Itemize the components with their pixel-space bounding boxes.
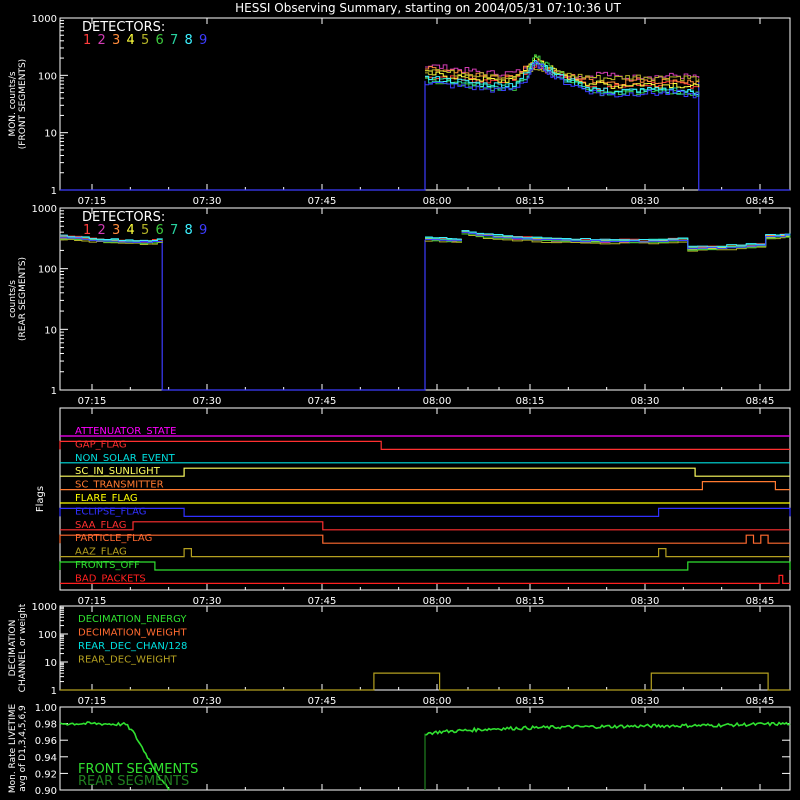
front-legend-item: 7 <box>170 33 179 48</box>
decimation-legend-item: DECIMATION_ENERGY <box>78 614 187 625</box>
livetime-ytick-label: 0.94 <box>34 752 57 764</box>
flag-label: FLARE_FLAG <box>75 493 138 504</box>
decimation-xtick-label: 07:45 <box>307 696 337 707</box>
rear-legend-item: 2 <box>97 223 106 238</box>
rear-xtick-label: 08:15 <box>515 396 545 407</box>
rear-legend-item: 9 <box>199 223 208 238</box>
decimation-ytick-label: 100 <box>37 630 57 641</box>
flag-label: SAA_FLAG <box>75 519 127 531</box>
front-ytick-label: 100 <box>37 71 57 83</box>
flag-label: GAP_FLAG <box>75 439 127 451</box>
livetime-ytick-label: 0.98 <box>34 719 57 731</box>
livetime-ytick-label: 0.92 <box>34 769 57 781</box>
front-xtick-label: 07:15 <box>77 196 107 207</box>
rear-legend-item: 5 <box>141 223 150 238</box>
livetime-ytick-label: 0.96 <box>34 736 57 748</box>
decimation-ytick-label: 1 <box>50 686 57 697</box>
front-xtick-label: 08:15 <box>515 196 545 207</box>
decimation-xtick-label: 07:30 <box>192 696 222 707</box>
rear-xtick-label: 08:45 <box>745 396 775 407</box>
decimation-ylabel-line: DECIMATION <box>8 619 18 677</box>
front-ylabel <box>8 59 28 149</box>
rear-xtick-label: 07:45 <box>307 396 337 407</box>
rear-xtick-label: 07:15 <box>77 396 107 407</box>
front-legend-item: 3 <box>112 33 121 48</box>
front-legend-item: 2 <box>97 33 106 48</box>
rear-legend-item: 3 <box>112 223 121 238</box>
front-legend-item: 8 <box>184 33 193 48</box>
decimation-xtick-label: 08:30 <box>630 696 660 707</box>
decimation-ytick-label: 10 <box>44 658 57 669</box>
livetime-ylabel-line: Mon. Rate LIVETIME <box>8 703 18 794</box>
flags-xtick-label: 07:15 <box>77 596 107 607</box>
flags-ylabel-text: Flags <box>35 485 46 513</box>
front-legend-item: 5 <box>141 33 150 48</box>
front-ytick-label: 10 <box>44 128 57 140</box>
front-legend-item: 6 <box>155 33 164 48</box>
flag-label: SC_TRANSMITTER <box>75 479 164 491</box>
decimation-ytick-label: 1000 <box>31 602 57 613</box>
livetime-ylabel-line: avg of D1,3,4,5,6,9 <box>18 705 28 792</box>
flag-label: AAZ_FLAG <box>75 546 127 558</box>
rear-ylabel-line: (REAR SEGMENTS) <box>18 256 28 342</box>
livetime-ytick-label: 0.90 <box>34 786 57 797</box>
flag-label: BAD_PACKETS <box>75 573 146 585</box>
flag-label: ECLIPSE_FLAG <box>75 506 147 518</box>
rear-xtick-label: 08:30 <box>630 396 660 407</box>
chart-title: HESSI Observing Summary, starting on 2004/05/31 07:10:36 UT <box>235 1 621 15</box>
rear-ytick-label: 10 <box>44 325 57 337</box>
front-legend-item: 4 <box>126 33 135 48</box>
front-ytick-label: 1000 <box>31 14 57 25</box>
flag-label: PARTICLE_FLAG <box>75 533 153 545</box>
flags-xtick-label: 08:30 <box>630 596 660 607</box>
decimation-xtick-label: 08:00 <box>422 696 452 707</box>
livetime-legend-item: REAR SEGMENTS <box>78 774 190 789</box>
flag-label: SC_IN_SUNLIGHT <box>75 466 160 478</box>
flags-ylabel <box>35 486 46 512</box>
rear-ytick-label: 1000 <box>31 204 57 215</box>
front-legend-title: DETECTORS: <box>82 20 166 35</box>
flags-xtick-label: 07:30 <box>192 596 222 607</box>
rear-ylabel-line: counts/s <box>8 280 18 318</box>
flag-label: FRONTS_OFF <box>75 560 140 571</box>
flag-label: NON_SOLAR_EVENT <box>75 452 175 464</box>
decimation-legend-item: REAR_DEC_WEIGHT <box>78 654 177 666</box>
rear-xtick-label: 08:00 <box>422 396 452 407</box>
front-ytick-label: 1 <box>50 186 57 197</box>
livetime-ylabel <box>8 704 28 794</box>
front-ylabel-line: MON. counts/s <box>8 71 18 137</box>
front-legend-item: 1 <box>83 33 92 48</box>
flags-xtick-label: 08:00 <box>422 596 452 607</box>
rear-legend-item: 4 <box>126 223 135 238</box>
rear-legend-item: 7 <box>170 223 179 238</box>
livetime-legend-item: FRONT SEGMENTS <box>78 762 199 777</box>
rear-legend-item: 8 <box>184 223 193 238</box>
flags-xtick-label: 08:15 <box>515 596 545 607</box>
rear-legend-item: 6 <box>155 223 164 238</box>
rear-xtick-label: 07:30 <box>192 396 222 407</box>
front-xtick-label: 08:45 <box>745 196 775 207</box>
decimation-xtick-label: 08:45 <box>745 696 775 707</box>
front-xtick-label: 08:00 <box>422 196 452 207</box>
flags-xtick-label: 08:45 <box>745 596 775 607</box>
rear-ytick-label: 100 <box>37 264 57 276</box>
front-xtick-label: 07:45 <box>307 196 337 207</box>
front-xtick-label: 08:30 <box>630 196 660 207</box>
decimation-legend-item: REAR_DEC_CHAN/128 <box>78 641 188 652</box>
rear-legend-item: 1 <box>83 223 92 238</box>
rear-legend-title: DETECTORS: <box>82 210 166 225</box>
flag-label: ATTENUATOR_STATE <box>75 426 177 437</box>
decimation-ylabel-line: CHANNEL or weight <box>18 603 28 693</box>
livetime-ytick-label: 1.00 <box>34 703 57 714</box>
front-ylabel-line: (FRONT SEGMENTS) <box>18 58 28 150</box>
rear-ytick-label: 1 <box>50 386 57 397</box>
decimation-xtick-label: 07:15 <box>77 696 107 707</box>
front-legend-item: 9 <box>199 33 208 48</box>
flags-xtick-label: 07:45 <box>307 596 337 607</box>
decimation-xtick-label: 08:15 <box>515 696 545 707</box>
decimation-legend-item: DECIMATION_WEIGHT <box>78 627 187 639</box>
front-xtick-label: 07:30 <box>192 196 222 207</box>
